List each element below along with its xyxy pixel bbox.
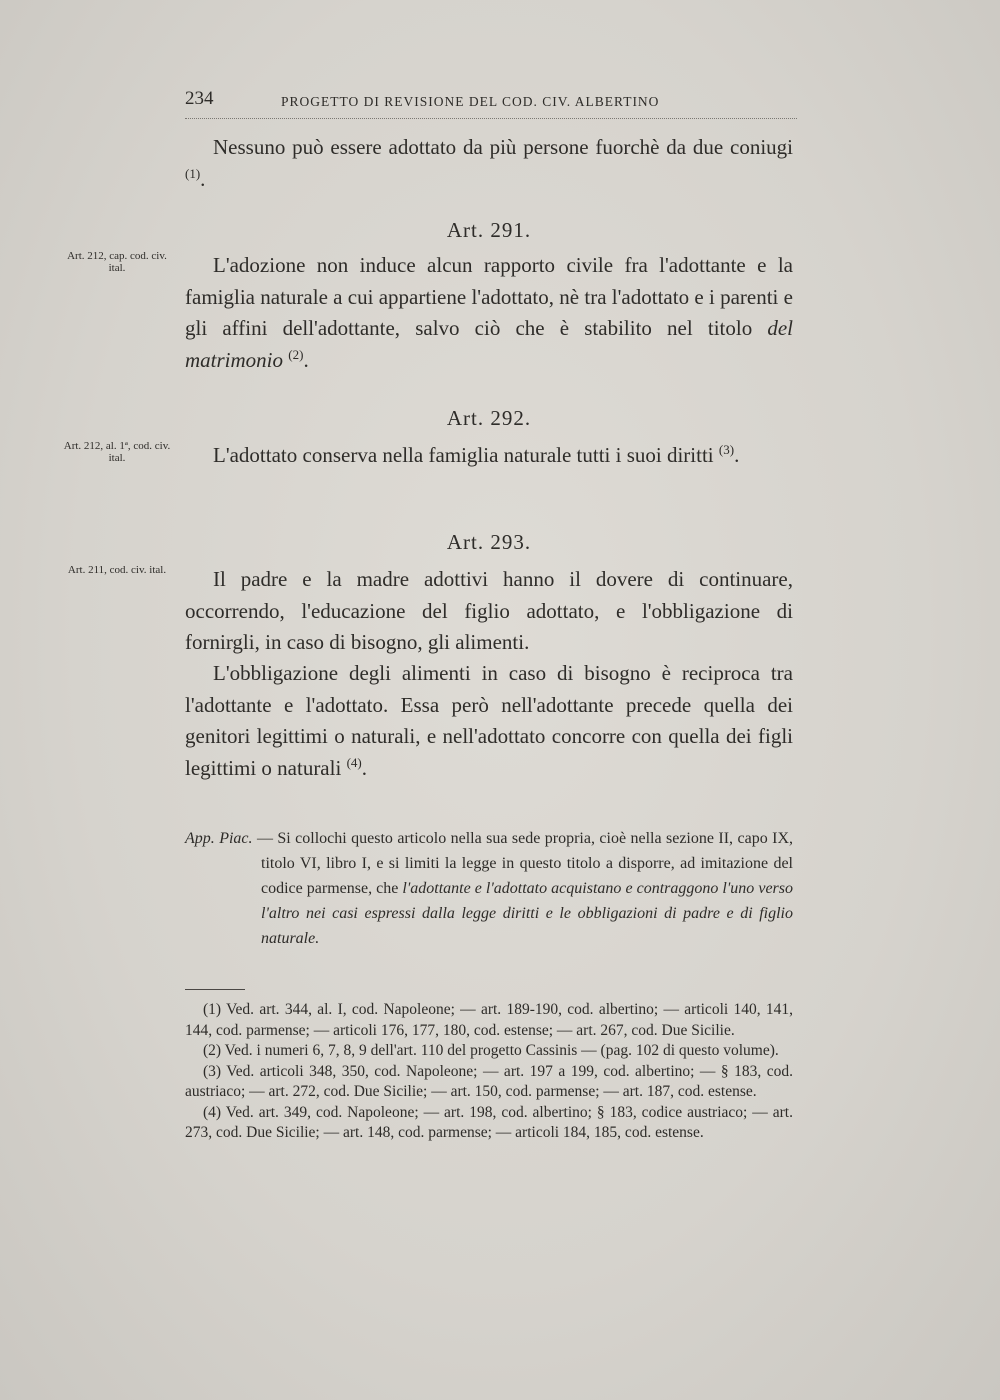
art-293-heading: Art. 293. [446, 530, 532, 554]
app-piac-label: App. Piac. [185, 830, 253, 847]
margin-note-art-293: Art. 211, cod. civ. ital. [67, 564, 167, 576]
app-piac-note [185, 826, 793, 951]
art-293-para-2-body: L'obbligazione degli alimenti in caso di bisogno è reciproca tra l'adottante e l'adottato. Essa però nell'adottante precede quella dei genitori legittimi o naturali, e nell'adottato concorre con quella dei figli legittimi o naturali [185, 661, 793, 780]
footnote-2: (2) Ved. i numeri 6, 7, 8, 9 dell'art. 110 del progetto Cassinis — (pag. 102 di questo volume). [203, 1042, 779, 1059]
running-title: PROGETTO DI REVISIONE DEL COD. CIV. ALBERTINO [281, 94, 660, 109]
page-number: 234 [185, 88, 214, 109]
footnotes [185, 1000, 793, 1144]
art-291-text: L'adozione non induce alcun rapporto civile fra l'adottante e la famiglia naturale a cui appartiene l'adottato, nè tra l'adottato e i parenti e gli affini dell'adottante, salvo ciò che è stabilito nel titolo del matrimonio $^{(2)}$. [185, 253, 794, 372]
art-292-heading: Art. 292. [446, 406, 532, 430]
art-291-italic: del matrimonio [185, 316, 794, 372]
art-291-heading: Art. 291. [446, 218, 532, 242]
margin-note-art-292: Art. 212, al. 1ª, cod. civ. ital. [63, 440, 171, 464]
app-piac-italic: l'adottante e l'adottato acquistano e contraggono l'uno verso l'altro nei casi espressi dalla legge diritti e le obbligazioni di padre e di figlio naturale. [261, 880, 793, 947]
art-292-body: L'adottato conserva nella famiglia naturale tutti i suoi diritti [213, 443, 714, 467]
intro-paragraph: Nessuno può essere adottato da più persone fuorchè da due coniugi $^{(1)}$. [185, 135, 793, 191]
footnote-divider [185, 989, 245, 990]
art-293-para-1: Il padre e la madre adottivi hanno il dovere di continuare, occorrendo, l'educazione del figlio adottato, e l'obbligazione di fornirgli, in caso di bisogno, gli alimenti. [185, 567, 793, 654]
intro-text: Nessuno può essere adottato da più persone fuorchè da due coniugi [213, 135, 793, 159]
margin-note-art-291: Art. 212, cap. cod. civ. ital. [67, 250, 167, 274]
footnote-ref-1: (1) [185, 165, 201, 181]
footnote-3: (3) Ved. articoli 348, 350, cod. Napoleone; — art. 197 a 199, cod. albertino; — § 183, cod. austriaco; — art. 272, cod. Due Sicilie; — art. 150, cod. parmense; — art. 187, cod. estense. [185, 1062, 793, 1100]
art-292-text: L'adottato conserva nella famiglia naturale tutti i suoi diritti $^{(3)}$. [213, 442, 740, 467]
page-header [185, 88, 797, 119]
footnote-1: (1) Ved. art. 344, al. I, cod. Napoleone; — art. 189-190, cod. albertino; — articoli 140, 141, 144, cod. parmense; — articoli 176, 177, 180, cod. estense; — art. 267, cod. Due Sicilie. [185, 1001, 793, 1039]
footnote-4: (4) Ved. art. 349, cod. Napoleone; — art. 198, cod. albertino; § 183, codice austriaco; — art. 273, cod. Due Sicilie; — art. 148, cod. parmense; — articoli 184, 185, cod. estense. [185, 1103, 793, 1141]
footnote-ref-3: (3) [718, 442, 735, 457]
art-291-body: L'adozione non induce alcun rapporto civile fra l'adottante e la famiglia naturale a cui appartiene l'adottato, nè tra l'adottato e i parenti e gli affini dell'adottante, salvo ciò che è stabilito nel titolo [185, 253, 793, 340]
footnote-ref-4: (4) [346, 754, 362, 770]
footnote-ref-2: (2) [288, 346, 304, 362]
app-piac-text: — Si collochi questo articolo nella sua sede propria, cioè nella sezione II, capo IX, titolo VI, libro I, e si limiti la legge in questo titolo a disporre, ad imitazione del codice parmense, che [252, 830, 794, 897]
art-293-para-2: L'obbligazione degli alimenti in caso di bisogno è reciproca tra l'adottante e l'adottato. Essa però nell'adottante precede quella dei genitori legittimi o naturali, e nell'adottato concorre con quella dei figli legittimi o naturali $^{(4)}$. [185, 661, 793, 780]
